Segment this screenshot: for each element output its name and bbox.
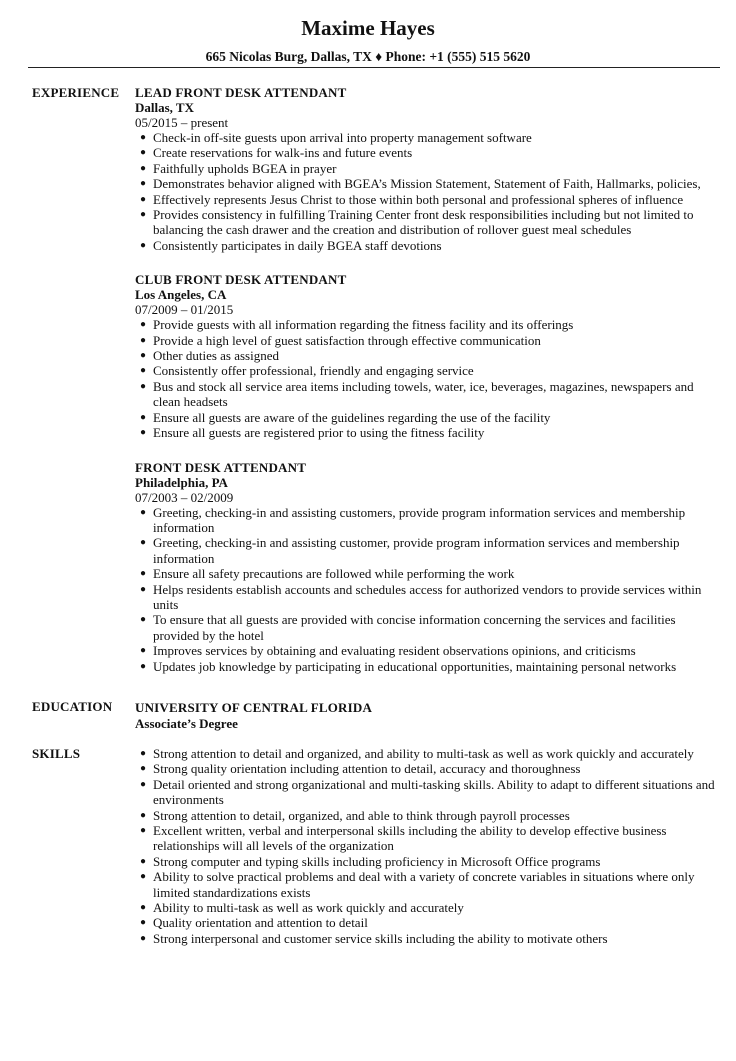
list-item xyxy=(140,317,720,333)
list-item-text: Helps residents establish accounts and schedules access for authorized vendors to provide services within units xyxy=(153,581,702,612)
job-entry xyxy=(135,272,720,440)
bullet-icon: ● xyxy=(140,748,147,759)
list-item xyxy=(140,535,720,566)
list-item xyxy=(140,363,720,379)
list-item-text: To ensure that all guests are provided with concise information concerning the services and facilities provided by the hotel xyxy=(153,612,676,643)
list-item-text: Other duties as assigned xyxy=(153,348,280,364)
list-item-text: Improves services by obtaining and evaluating resident observations opinions, and criticisms xyxy=(153,643,636,659)
job-location: Dallas, TX xyxy=(135,100,194,115)
list-item xyxy=(140,869,720,900)
school-name: UNIVERSITY OF CENTRAL FLORIDA xyxy=(135,700,373,715)
list-item-text: Ensure all safety precautions are followed while performing the work xyxy=(153,566,515,582)
bullet-icon: ● xyxy=(140,763,147,775)
bullet-icon: ● xyxy=(140,162,147,174)
list-item-text: Demonstrates behavior aligned with BGEA’s Mission Statement, Statement of Faith, Hallmarks, policies, xyxy=(153,176,701,192)
list-item xyxy=(140,566,720,582)
list-item-text: Ability to multi-task as well as work quickly and accurately xyxy=(153,900,464,916)
bullet-icon: ● xyxy=(140,427,147,439)
job-title: LEAD FRONT DESK ATTENDANT xyxy=(135,85,347,100)
list-item xyxy=(140,643,720,659)
list-item xyxy=(140,191,720,207)
list-item xyxy=(140,807,720,823)
list-item-text: Bus and stock all service area items including towels, water, ice, beverages, magazines, newspapers and clean headsets xyxy=(153,378,694,410)
list-item xyxy=(140,378,720,410)
job-location: Los Angeles, CA xyxy=(135,287,227,303)
list-item-text: Greeting, checking-in and assisting customer, provide program information services and membership information xyxy=(153,535,680,566)
bullet-icon: ● xyxy=(140,855,147,867)
list-item xyxy=(140,160,720,176)
list-item-text: Consistently participates in daily BGEA staff devotions xyxy=(153,237,442,253)
list-item-text: Greeting, checking-in and assisting customers, provide program information services and membership information xyxy=(153,504,686,535)
bullet-icon: ● xyxy=(140,411,147,423)
degree: Associate’s Degree xyxy=(135,716,238,731)
list-item-text: Quality orientation and attention to detail xyxy=(153,915,368,931)
list-item xyxy=(140,776,720,808)
candidate-name: Maxime Hayes xyxy=(301,16,435,40)
list-item xyxy=(140,504,720,536)
skills-bullets xyxy=(135,746,720,946)
bullet-icon: ● xyxy=(140,660,147,672)
list-item xyxy=(140,930,720,946)
list-item-text: Effectively represents Jesus Christ to those within both personal and professional spheres of influence xyxy=(153,191,684,207)
bullet-icon: ● xyxy=(140,209,147,221)
job-title: CLUB FRONT DESK ATTENDANT xyxy=(135,272,347,288)
list-item xyxy=(140,900,720,916)
bullet-icon: ● xyxy=(140,932,147,944)
contact-line: 665 Nicolas Burg, Dallas, TX ♦ Phone: +1 (555) 515 5620 xyxy=(205,49,531,64)
job-entry xyxy=(135,460,720,674)
list-item xyxy=(140,207,720,238)
bullet-icon: ● xyxy=(140,178,147,190)
bullet-icon: ● xyxy=(140,147,147,159)
list-item-text: Strong computer and typing skills including proficiency in Microsoft Office programs xyxy=(153,853,601,869)
list-item xyxy=(140,145,720,161)
list-item xyxy=(140,746,720,761)
bullet-icon: ● xyxy=(140,193,147,205)
skills-label: SKILLS xyxy=(32,746,81,761)
list-item-text: Provide a high level of guest satisfaction through effective communication xyxy=(153,332,541,348)
list-item xyxy=(140,581,720,613)
list-item-text: Create reservations for walk-ins and future events xyxy=(153,145,413,161)
list-item xyxy=(140,348,720,364)
list-item xyxy=(140,409,720,425)
bullet-icon: ● xyxy=(140,902,147,914)
list-item xyxy=(140,425,720,441)
list-item-text: Detail oriented and strong organizational and multi-tasking skills. Ability to adapt to different situations and environments xyxy=(153,776,715,808)
education-label: EDUCATION xyxy=(32,699,113,714)
bullet-icon: ● xyxy=(140,568,147,580)
bullet-icon: ● xyxy=(140,645,147,657)
job-bullets xyxy=(135,505,720,674)
bullet-icon: ● xyxy=(140,239,147,251)
list-item-text: Updates job knowledge by participating in educational opportunities, maintaining personal networks xyxy=(153,658,677,674)
header-divider xyxy=(28,67,720,68)
job-bullets xyxy=(135,317,720,440)
job-dates: 07/2009 – 01/2015 xyxy=(135,302,234,318)
experience-label: EXPERIENCE xyxy=(32,85,120,100)
bullet-icon: ● xyxy=(140,809,147,821)
job-entry xyxy=(135,85,720,253)
list-item-text: Ensure all guests are registered prior to using the fitness facility xyxy=(153,425,485,441)
job-bullets xyxy=(135,130,720,253)
list-item xyxy=(140,176,720,192)
bullet-icon: ● xyxy=(140,871,147,883)
job-location: Philadelphia, PA xyxy=(135,474,228,490)
list-item-text: Check-in off-site guests upon arrival into property management software xyxy=(153,130,532,145)
list-item-text: Excellent written, verbal and interpersonal skills including the ability to develop effective business relationships will all levels of the organization xyxy=(153,823,667,854)
bullet-icon: ● xyxy=(140,132,147,143)
list-item xyxy=(140,237,720,253)
list-item-text: Faithfully upholds BGEA in prayer xyxy=(153,160,337,176)
bullet-icon: ● xyxy=(140,506,147,518)
list-item xyxy=(140,915,720,931)
list-item-text: Ensure all guests are aware of the guidelines regarding the use of the facility xyxy=(153,409,551,425)
list-item xyxy=(140,823,720,854)
list-item xyxy=(140,853,720,869)
bullet-icon: ● xyxy=(140,917,147,929)
list-item-text: Ability to solve practical problems and deal with a variety of concrete variables in situations where only limited standardizations exists xyxy=(153,869,695,900)
list-item-text: Strong interpersonal and customer service skills including the ability to motivate others xyxy=(153,930,608,946)
bullet-icon: ● xyxy=(140,778,147,790)
list-item-text: Strong quality orientation including attention to detail, accuracy and thoroughness xyxy=(153,761,581,777)
list-item-text: Consistently offer professional, friendly and engaging service xyxy=(153,363,474,379)
bullet-icon: ● xyxy=(140,350,147,362)
list-item-text: Strong attention to detail, organized, and able to think through payroll processes xyxy=(153,807,570,823)
bullet-icon: ● xyxy=(140,583,147,595)
list-item-text: Strong attention to detail and organized, and ability to multi-task as well as work quickly and accurately xyxy=(153,746,694,761)
bullet-icon: ● xyxy=(140,614,147,626)
job-dates: 05/2015 – present xyxy=(135,115,229,130)
job-dates: 07/2003 – 02/2009 xyxy=(135,489,234,505)
list-item xyxy=(140,130,720,145)
bullet-icon: ● xyxy=(140,537,147,549)
experience-body xyxy=(135,85,720,693)
education-body xyxy=(135,699,720,731)
bullet-icon: ● xyxy=(140,380,147,392)
list-item-text: Provides consistency in fulfilling Training Center front desk responsibilities including but not limited to balancing the cash drawer and the creation and distribution of rollover guest meal schedules xyxy=(153,207,694,238)
bullet-icon: ● xyxy=(140,825,147,837)
job-title: FRONT DESK ATTENDANT xyxy=(135,459,307,475)
skills-body xyxy=(135,746,720,946)
bullet-icon: ● xyxy=(140,319,147,331)
list-item-text: Provide guests with all information regarding the fitness facility and its offerings xyxy=(153,317,574,333)
list-item xyxy=(140,761,720,777)
list-item xyxy=(140,658,720,674)
list-item xyxy=(140,612,720,643)
list-item xyxy=(140,332,720,348)
bullet-icon: ● xyxy=(140,334,147,346)
bullet-icon: ● xyxy=(140,365,147,377)
